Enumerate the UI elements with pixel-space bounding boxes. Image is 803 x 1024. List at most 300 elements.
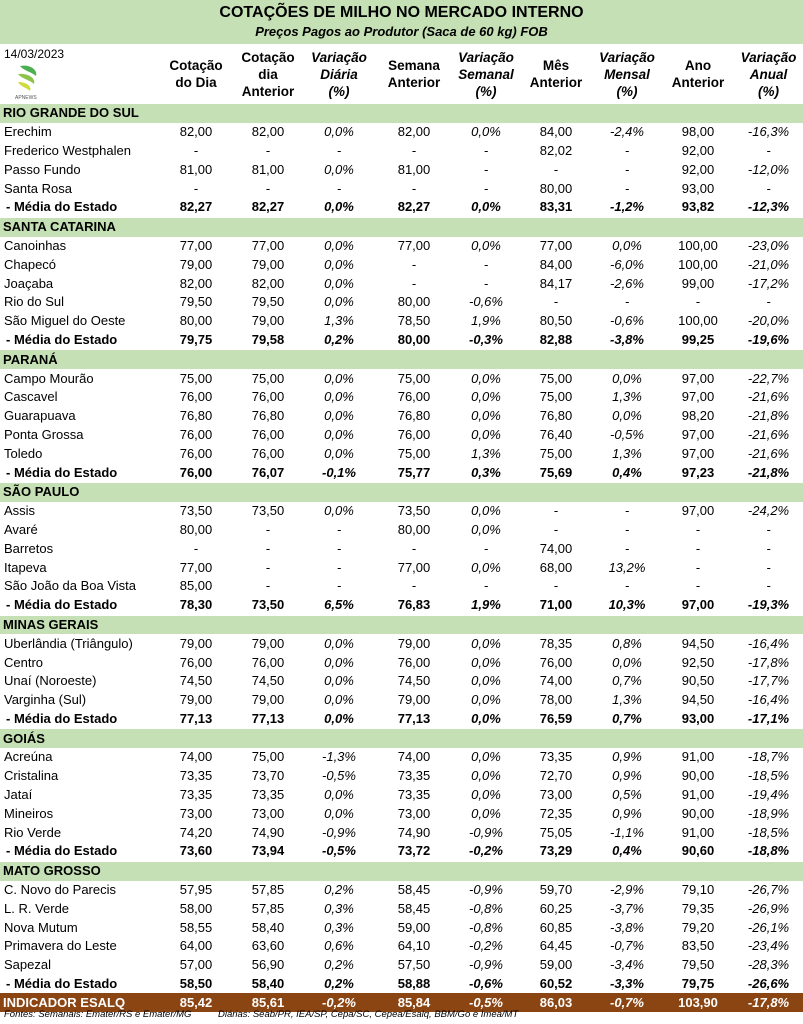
value-cell: 0,0% (324, 805, 354, 821)
row-label: Mineiros (4, 805, 54, 821)
value-cell: 73,50 (251, 597, 285, 613)
value-cell: 0,0% (471, 426, 501, 442)
row-label: Primavera do Leste (4, 938, 117, 954)
value-cell: 0,0% (324, 370, 354, 386)
row-label: Jataí (4, 787, 33, 803)
value-cell: 75,00 (397, 445, 431, 461)
section-title: RIO GRANDE DO SUL (0, 104, 803, 123)
value-cell: 73,35 (539, 749, 573, 765)
row-label: - Média do Estado (6, 710, 118, 726)
value-cell: 0,8% (612, 635, 642, 651)
value-cell: 77,13 (397, 710, 431, 726)
value-cell: 91,00 (681, 749, 715, 765)
value-cell: 58,55 (179, 919, 213, 935)
value-cell: - (336, 578, 342, 594)
row-label: - Média do Estado (6, 199, 118, 215)
value-cell: -26,7% (747, 882, 790, 898)
value-cell: -0,8% (469, 919, 503, 935)
header-variacao-diaria: Variação Diária (%) (311, 49, 367, 99)
value-cell: 76,00 (179, 389, 213, 405)
value-cell: 76,00 (251, 389, 285, 405)
value-cell: 0,0% (471, 370, 501, 386)
value-cell: 0,0% (471, 521, 501, 537)
quote-date: 14/03/2023 (4, 47, 65, 61)
state-average-row (0, 842, 803, 861)
value-cell: 0,0% (471, 199, 501, 215)
value-cell: 1,9% (471, 313, 501, 329)
value-cell: 0,0% (471, 692, 501, 708)
value-cell: 64,00 (179, 938, 213, 954)
section-title: MATO GROSSO (0, 861, 803, 880)
value-cell: 93,00 (681, 180, 715, 196)
state-average-row (0, 463, 803, 482)
row-label: Varginha (Sul) (4, 692, 87, 708)
footer-sources-daily: Diárias: Seab/PR, IEA/SP, Cepa/SC, Cepea/Esalq, BBM/Go e Imea/MT (218, 1009, 519, 1020)
value-cell: 80,00 (397, 294, 431, 310)
value-cell: 77,00 (179, 237, 213, 253)
value-cell: 58,88 (397, 976, 431, 992)
row-label: - Média do Estado (6, 597, 118, 613)
value-cell: - (766, 578, 771, 594)
row-label: Cascavel (4, 389, 58, 405)
value-cell: - (766, 294, 771, 310)
value-cell: 75,00 (251, 370, 285, 386)
row-label: Centro (4, 654, 44, 670)
row-label: Santa Rosa (4, 180, 72, 196)
value-cell: 63,60 (251, 938, 285, 954)
value-cell: -1,2% (610, 199, 644, 215)
section-title: SANTA CATARINA (0, 217, 803, 236)
value-cell: -19,4% (747, 787, 790, 803)
table-row (0, 521, 803, 540)
value-cell: 77,00 (397, 237, 431, 253)
row-label: Sapezal (4, 957, 51, 973)
value-cell: 72,70 (539, 768, 573, 784)
value-cell: -22,7% (747, 370, 790, 386)
value-cell: - (483, 180, 489, 196)
row-label: Rio do Sul (4, 294, 64, 310)
value-cell: 79,00 (397, 692, 431, 708)
value-cell: 0,0% (471, 389, 501, 405)
value-cell: 1,3% (324, 313, 354, 329)
value-cell: 79,50 (681, 957, 715, 973)
value-cell: 79,35 (681, 900, 715, 916)
value-cell: -26,6% (747, 976, 790, 992)
value-cell: 0,2% (324, 882, 354, 898)
value-cell: 80,50 (539, 313, 573, 329)
value-cell: 57,85 (251, 900, 285, 916)
value-cell: 77,13 (179, 710, 213, 726)
value-cell: 76,00 (251, 445, 285, 461)
value-cell: 78,30 (179, 597, 213, 613)
value-cell: 0,0% (471, 805, 501, 821)
table-row (0, 123, 803, 142)
header-cotacao-dia: Cotação do Dia (169, 58, 223, 90)
value-cell: 0,0% (471, 408, 501, 424)
section-title: PARANÁ (0, 350, 803, 369)
table-row (0, 748, 803, 767)
value-cell: - (624, 180, 630, 196)
section-header (0, 729, 803, 748)
value-cell: 57,50 (397, 957, 431, 973)
value-cell: 97,00 (681, 503, 715, 519)
value-cell: 85,42 (158, 993, 234, 1012)
value-cell: 99,00 (681, 275, 715, 291)
section-header (0, 861, 803, 880)
value-cell: -18,5% (747, 824, 790, 840)
table-row (0, 786, 803, 805)
value-cell: 0,0% (324, 692, 354, 708)
value-cell: 78,35 (539, 635, 573, 651)
value-cell: 73,35 (251, 787, 285, 803)
table-row (0, 293, 803, 312)
value-cell: 0,0% (324, 654, 354, 670)
value-cell: -0,1% (322, 464, 356, 480)
value-cell: - (766, 142, 771, 158)
value-cell: 91,00 (681, 787, 715, 803)
table-row (0, 237, 803, 256)
value-cell: 75,69 (539, 464, 573, 480)
value-cell: 80,00 (179, 313, 213, 329)
value-cell: - (624, 161, 630, 177)
value-cell: -17,7% (747, 673, 790, 689)
value-cell: 82,00 (179, 275, 213, 291)
value-cell: 75,00 (539, 445, 573, 461)
row-label: Itapeva (4, 559, 47, 575)
table-row (0, 179, 803, 198)
value-cell: - (193, 142, 199, 158)
value-cell: 0,0% (324, 161, 354, 177)
row-label: Guarapuava (4, 408, 76, 424)
value-cell: 82,27 (251, 199, 285, 215)
value-cell: 76,00 (251, 426, 285, 442)
value-cell: 0,2% (324, 957, 354, 973)
value-cell: -0,9% (469, 957, 503, 973)
value-cell: 0,0% (471, 673, 501, 689)
value-cell: 81,00 (251, 161, 285, 177)
row-label: C. Novo do Parecis (4, 882, 116, 898)
footer (0, 1006, 803, 1024)
value-cell: 0,0% (324, 503, 354, 519)
value-cell: 78,00 (539, 692, 573, 708)
value-cell: -21,6% (747, 389, 790, 405)
table-row (0, 672, 803, 691)
value-cell: 82,00 (397, 124, 431, 140)
row-label: Assis (4, 503, 36, 519)
value-cell: 73,50 (179, 503, 213, 519)
value-cell: 76,00 (179, 654, 213, 670)
value-cell: 1,3% (612, 692, 642, 708)
value-cell: 85,61 (234, 993, 302, 1012)
value-cell: 79,50 (251, 294, 285, 310)
row-label: - Média do Estado (6, 843, 118, 859)
value-cell: 0,4% (612, 464, 642, 480)
value-cell: 81,00 (397, 161, 431, 177)
value-cell: - (336, 142, 342, 158)
value-cell: -0,2% (469, 843, 503, 859)
header-variacao-anual: Variação Anual (%) (740, 49, 797, 99)
state-average-row (0, 331, 803, 350)
value-cell: 97,23 (681, 464, 715, 480)
value-cell: - (553, 294, 559, 310)
value-cell: 0,5% (612, 787, 642, 803)
value-cell: - (695, 294, 701, 310)
value-cell: - (336, 521, 342, 537)
row-label: Campo Mourão (4, 370, 94, 386)
value-cell: - (265, 180, 271, 196)
value-cell: - (553, 578, 559, 594)
value-cell: 76,00 (397, 654, 431, 670)
value-cell: 79,00 (179, 635, 213, 651)
row-label: São João da Boa Vista (4, 578, 137, 594)
state-average-row (0, 198, 803, 217)
value-cell: 0,0% (324, 237, 354, 253)
table-row (0, 823, 803, 842)
table-row (0, 937, 803, 956)
row-label: - Média do Estado (6, 464, 118, 480)
value-cell: -26,9% (747, 900, 790, 916)
value-cell: 74,90 (251, 824, 285, 840)
value-cell: - (265, 521, 271, 537)
value-cell: 79,00 (251, 692, 285, 708)
value-cell: - (766, 180, 771, 196)
value-cell: -3,7% (610, 900, 644, 916)
value-cell: -18,7% (747, 749, 790, 765)
value-cell: 0,0% (612, 237, 642, 253)
value-cell: - (265, 142, 271, 158)
value-cell: 75,00 (539, 389, 573, 405)
value-cell: 74,00 (179, 749, 213, 765)
quotes-table (0, 103, 803, 1012)
table-row (0, 142, 803, 161)
value-cell: - (624, 578, 630, 594)
value-cell: 76,59 (539, 710, 573, 726)
table-row (0, 255, 803, 274)
value-cell: 0,0% (324, 710, 354, 726)
row-label: Barretos (4, 540, 54, 556)
value-cell: 79,00 (251, 313, 285, 329)
value-cell: 74,00 (539, 540, 573, 556)
value-cell: - (483, 142, 489, 158)
value-cell: 0,0% (471, 768, 501, 784)
value-cell: - (695, 578, 701, 594)
header-variacao-mensal: Variação Mensal (%) (599, 49, 655, 99)
value-cell: 79,50 (179, 294, 213, 310)
value-cell: 79,00 (251, 635, 285, 651)
value-cell: 0,9% (612, 749, 642, 765)
value-cell: 76,00 (179, 426, 213, 442)
value-cell: 73,00 (179, 805, 213, 821)
value-cell: -21,8% (747, 464, 790, 480)
value-cell: -18,5% (747, 768, 790, 784)
value-cell: 84,17 (539, 275, 573, 291)
value-cell: -18,9% (747, 805, 790, 821)
value-cell: 60,52 (539, 976, 573, 992)
value-cell: 64,10 (397, 938, 431, 954)
value-cell: 0,7% (612, 710, 642, 726)
value-cell: 0,0% (471, 237, 501, 253)
value-cell: - (766, 521, 771, 537)
header-variacao-semanal: Variação Semanal (%) (458, 49, 514, 99)
value-cell: -0,6% (469, 976, 503, 992)
value-cell: - (336, 180, 342, 196)
value-cell: 76,00 (179, 464, 213, 480)
value-cell: - (193, 540, 199, 556)
value-cell: 91,00 (681, 824, 715, 840)
table-row (0, 804, 803, 823)
value-cell: 1,3% (612, 445, 642, 461)
section-title: MINAS GERAIS (0, 615, 803, 634)
value-cell: -0,2% (469, 938, 503, 954)
value-cell: -19,6% (747, 331, 790, 347)
value-cell: -2,6% (610, 275, 644, 291)
value-cell: 82,00 (251, 124, 285, 140)
value-cell: - (766, 540, 771, 556)
value-cell: -6,0% (610, 256, 644, 272)
value-cell: -0,9% (322, 824, 356, 840)
value-cell: 73,50 (251, 503, 285, 519)
value-cell: 0,0% (471, 635, 501, 651)
value-cell: -0,9% (469, 882, 503, 898)
value-cell: 76,00 (251, 654, 285, 670)
value-cell: - (624, 503, 630, 519)
value-cell: 73,00 (397, 805, 431, 821)
section-title: GOIÁS (0, 729, 803, 748)
value-cell: 0,0% (324, 294, 354, 310)
value-cell: -26,1% (747, 919, 790, 935)
value-cell: 76,80 (539, 408, 573, 424)
value-cell: 76,00 (179, 445, 213, 461)
value-cell: 90,00 (681, 768, 715, 784)
value-cell: 80,00 (179, 521, 213, 537)
value-cell: 90,50 (681, 673, 715, 689)
value-cell: 76,00 (539, 654, 573, 670)
value-cell: 0,4% (612, 843, 642, 859)
value-cell: 98,00 (681, 124, 715, 140)
value-cell: 57,00 (179, 957, 213, 973)
row-label: Chapecó (4, 256, 57, 272)
value-cell: -17,2% (747, 275, 790, 291)
value-cell: 80,00 (539, 180, 573, 196)
row-label: São Miguel do Oeste (4, 313, 126, 329)
value-cell: 0,9% (612, 768, 642, 784)
svg-text:APNEWS: APNEWS (15, 95, 37, 101)
value-cell: 74,20 (179, 824, 213, 840)
header-cotacao-anterior: Cotação dia Anterior (241, 49, 295, 99)
value-cell: -0,6% (469, 294, 503, 310)
value-cell: 0,0% (324, 199, 354, 215)
value-cell: - (695, 540, 701, 556)
value-cell: 81,00 (179, 161, 213, 177)
state-average-row (0, 596, 803, 615)
row-label: Rio Verde (4, 824, 62, 840)
title-bar (0, 0, 803, 44)
value-cell: 59,00 (539, 957, 573, 973)
value-cell: 79,75 (681, 976, 715, 992)
value-cell: 82,00 (251, 275, 285, 291)
value-cell: 74,50 (397, 673, 431, 689)
value-cell: 59,70 (539, 882, 573, 898)
value-cell: - (336, 540, 342, 556)
value-cell: - (483, 256, 489, 272)
value-cell: 1,3% (471, 445, 501, 461)
value-cell: 58,50 (179, 976, 213, 992)
value-cell: 83,31 (539, 199, 573, 215)
value-cell: 0,0% (324, 426, 354, 442)
value-cell: 74,50 (179, 673, 213, 689)
value-cell: 76,00 (397, 389, 431, 405)
value-cell: 79,58 (251, 331, 285, 347)
value-cell: 0,0% (612, 654, 642, 670)
value-cell: -17,1% (747, 710, 790, 726)
value-cell: 77,00 (397, 559, 431, 575)
table-row (0, 653, 803, 672)
value-cell: 82,88 (539, 331, 573, 347)
apnews-logo (14, 62, 42, 102)
table-row (0, 691, 803, 710)
value-cell: 73,72 (397, 843, 431, 859)
value-cell: 0,0% (324, 445, 354, 461)
footer-sources-weekly: Fontes: Semanais: Emater/RS e Emater/MG (4, 1009, 192, 1020)
value-cell: 0,0% (324, 389, 354, 405)
value-cell: 103,90 (662, 993, 734, 1012)
value-cell: 0,0% (612, 408, 642, 424)
value-cell: 0,2% (324, 976, 354, 992)
value-cell: -0,5% (452, 993, 520, 1012)
value-cell: 0,0% (471, 710, 501, 726)
value-cell: - (483, 275, 489, 291)
value-cell: -28,3% (747, 957, 790, 973)
value-cell: -21,0% (747, 256, 790, 272)
value-cell: 73,00 (539, 787, 573, 803)
value-cell: - (265, 540, 271, 556)
value-cell: 97,00 (681, 426, 715, 442)
value-cell: - (411, 578, 417, 594)
value-cell: -16,4% (747, 635, 790, 651)
value-cell: 13,2% (608, 559, 646, 575)
table-row (0, 881, 803, 900)
value-cell: -0,2% (302, 993, 376, 1012)
value-cell: 77,00 (539, 237, 573, 253)
value-cell: -0,6% (610, 313, 644, 329)
value-cell: 94,50 (681, 692, 715, 708)
value-cell: - (624, 142, 630, 158)
value-cell: -1,1% (610, 824, 644, 840)
value-cell: 76,80 (251, 408, 285, 424)
value-cell: 56,90 (251, 957, 285, 973)
value-cell: 59,00 (397, 919, 431, 935)
table-row (0, 918, 803, 937)
value-cell: 86,03 (520, 993, 592, 1012)
value-cell: 84,00 (539, 256, 573, 272)
value-cell: 68,00 (539, 559, 573, 575)
value-cell: -0,7% (610, 938, 644, 954)
value-cell: 97,00 (681, 445, 715, 461)
value-cell: 64,45 (539, 938, 573, 954)
value-cell: -2,4% (610, 124, 644, 140)
value-cell: - (624, 521, 630, 537)
value-cell: 90,00 (681, 805, 715, 821)
value-cell: - (411, 142, 417, 158)
value-cell: 82,27 (179, 199, 213, 215)
value-cell: 0,9% (612, 805, 642, 821)
value-cell: 0,0% (471, 124, 501, 140)
value-cell: 73,35 (397, 787, 431, 803)
value-cell: 0,0% (324, 408, 354, 424)
value-cell: 99,25 (681, 331, 715, 347)
value-cell: 76,40 (539, 426, 573, 442)
value-cell: - (695, 559, 701, 575)
